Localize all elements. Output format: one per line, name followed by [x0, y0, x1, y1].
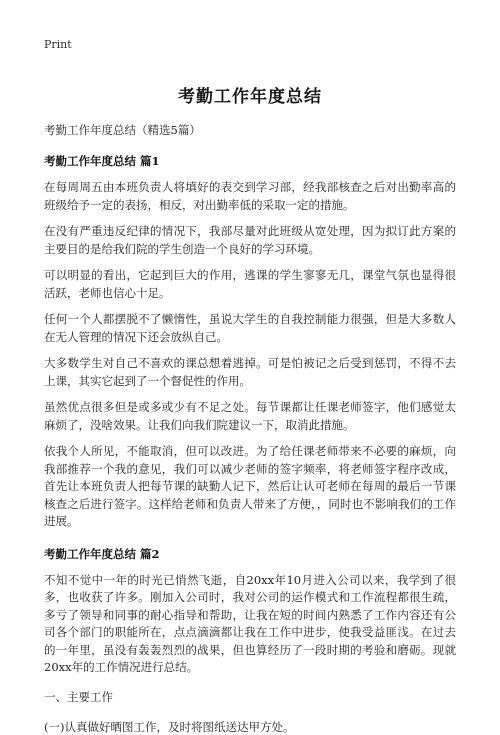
paragraph: 虽然优点很多但是或多或少有不足之处。每节课都让任课老师签字，他们感觉太麻烦了，没啥效果。让我们向我们院建议一下，取消此措施。 — [44, 400, 456, 432]
paragraph: 不知不觉中一年的时光已悄然飞逝，自20xx年10月进入公司以来，我学到了很多，也收获了许多。刚加入公司时，我对公司的运作模式和工作流程都很生疏，多亏了领导和同事的耐心指导和帮助，让我在短的时间内熟悉了工作内容还有公司各个部门的职能所在，点点滴滴都让我在工作中进步，使我受益匪浅。在过去的一年里，虽没有轰轰烈烈的战果，但也算经历了一段时期的考验和磨砺。现就20xx年的工作情况进行总结。 — [44, 572, 456, 674]
section-heading-1: 考勤工作年度总结 篇1 — [44, 154, 160, 168]
print-label[interactable]: Print — [44, 38, 72, 51]
list-item: (一)认真做好晒图工作，及时将图纸送达甲方处。 — [44, 719, 295, 734]
page-title: 考勤工作年度总结 — [178, 87, 322, 107]
document-subtitle: 考勤工作年度总结（精选5篇） — [44, 123, 201, 137]
paragraph: 可以明显的看出，它起到巨大的作用，逃课的学生寥寥无几，课堂气氛也显得很活跃，老师也信心十足。 — [44, 268, 456, 300]
section-heading-2: 考勤工作年度总结 篇2 — [44, 546, 160, 561]
paragraph: 大多数学生对自己不喜欢的课总想着逃掉。可是怕被记之后受到惩罚，不得不去上课，其实它起到了一个督促性的作用。 — [44, 356, 456, 388]
paragraph: 在每周周五由本班负责人将填好的表交到学习部，经我部核查之后对出勤率高的班级给予一定的表扬，相反，对出勤率低的采取一定的措施。 — [44, 180, 456, 212]
list-heading: 一、主要工作 — [44, 689, 113, 704]
paragraph: 任何一个人都摆脱不了懒惰性，虽说大学生的自我控制能力很强，但是大多数人在无人管理的情况下还会放纵自己。 — [44, 312, 456, 344]
paragraph: 依我个人所见，不能取消，但可以改进。为了给任课老师带来不必要的麻烦，向我部推荐一个我的意见，我们可以减少老师的签字频率，将老师签字程序改成，首先让本班负责人把每节课的缺勤人记下，然后让认可老师在每周的最后一节课核查之后进行签字。这样给老师和负责人带来了方便，，同时也不影响我们的工作进展。 — [44, 444, 456, 528]
paragraph: 在没有严重违反纪律的情况下，我部尽量对此班级从宽处理，因为拟订此方案的主要目的是给我们院的学生创造一个良好的学习环境。 — [44, 224, 456, 256]
